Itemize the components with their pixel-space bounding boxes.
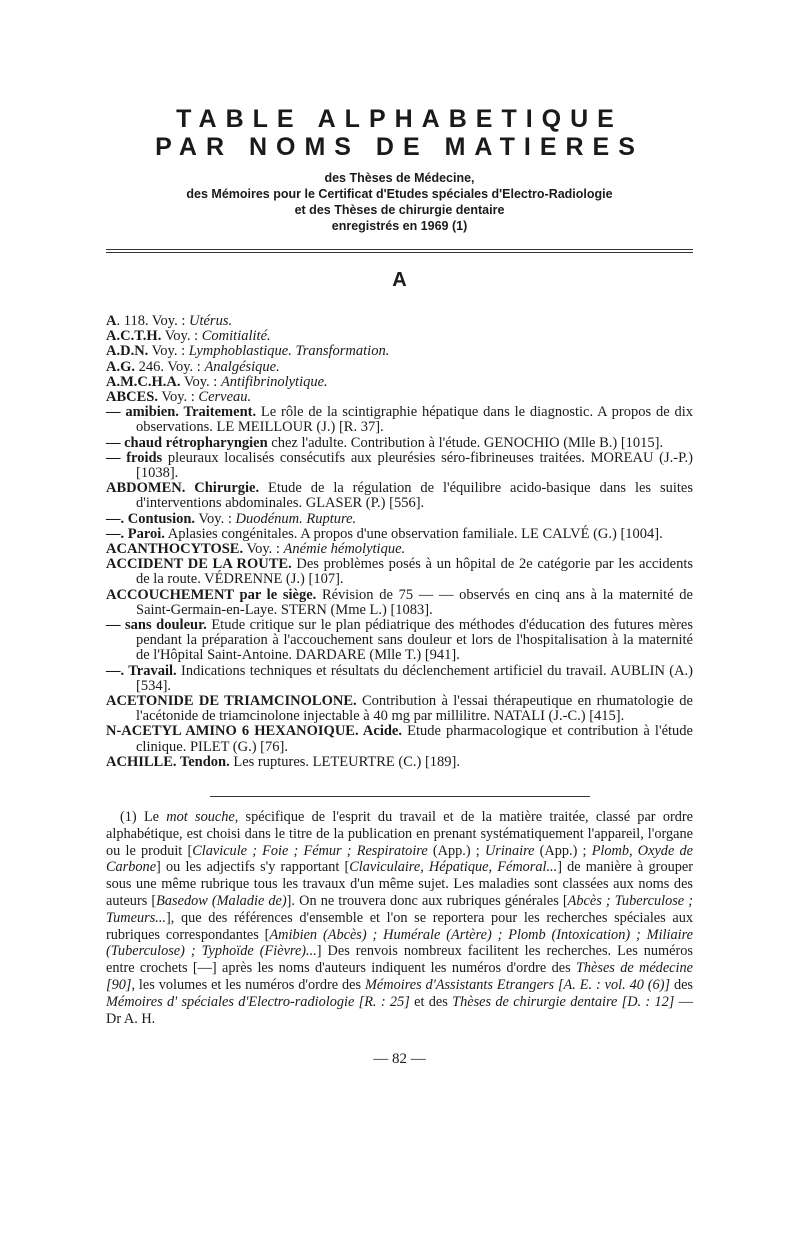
- entry-heading: — amibien. Traitement.: [106, 404, 257, 421]
- index-entry: [106, 542, 693, 557]
- subtitle-line2: des Mémoires pour le Certificat d'Etudes spéciales d'Electro-Radiologie: [186, 187, 613, 201]
- page: [106, 0, 693, 1068]
- footnote-italic-segment: Abcès ; Tuberculose ; Tumeurs...: [106, 893, 694, 926]
- index-entry: [106, 481, 693, 511]
- entry-text: pleuraux localisés consécutifs aux pleurésies séro-fibrineuses traitées. MOREAU (J.-P.) [1038].: [136, 449, 693, 482]
- footnote-italic-segment: Amibien (Abcès) ; Humérale (Artère) ; Plomb (Intoxication) ; Miliaire (Tuberculose) ; Typhoïde (Fièvre)...: [106, 926, 693, 960]
- footnote-segment: et des: [409, 993, 453, 1010]
- entry-reference: Analgésique.: [204, 358, 280, 375]
- entry-text: Contribution à l'essai thérapeutique en rhumatologie de l'acétonide de triamcinolone injectable à 40 mg par millilitre. NATALI (J.-C.) [415].: [136, 693, 693, 725]
- page-title-line1: TABLE ALPHABETIQUE: [176, 105, 623, 133]
- footnote-segment: — Dr A. H.: [106, 993, 693, 1027]
- footnote-italic-segment: Clavicule ; Foie ; Fémur ; Respiratoire: [192, 842, 428, 859]
- entry-reference: Comitialité.: [201, 328, 271, 345]
- subtitle-line3: et des Thèses de chirurgie dentaire: [294, 203, 505, 217]
- index-entry: [106, 375, 693, 390]
- entry-text: Des problèmes posés à un hôpital de 2e catégorie par les accidents de la route. VÉDRENNE (J.) [107].: [136, 556, 693, 588]
- entry-heading: ACCOUCHEMENT par le siège.: [106, 586, 317, 603]
- entry-reference: Cerveau.: [198, 389, 252, 406]
- entry-reference: Anémie hémolytique.: [283, 541, 406, 558]
- entry-text: Etude critique sur le plan pédiatrique des méthodes d'éducation des futures mères pendant la préparation à l'accouchement sans douleur et lors de l'hospitalisation à la maternité de l'Hôpital Saint-Antoine. DARDARE (Mlle T.) [941].: [136, 617, 693, 664]
- entry-text: Voy. :: [195, 510, 236, 527]
- index-entry: [106, 588, 693, 618]
- footnote-italic-segment: Mémoires d' spéciales d'Electro-radiologie [R. : 25]: [106, 993, 410, 1010]
- entry-text: Le rôle de la scintigraphie hépatique dans le diagnostic. A propos de dix observations. LE MEILLOUR (J.) [R. 37].: [136, 404, 693, 436]
- entry-heading: — chaud rétropharyngien: [106, 434, 268, 451]
- index-entry: [106, 405, 693, 435]
- entry-text: Voy. :: [148, 343, 189, 360]
- footnote-italic-segment: Basedow (Maladie de): [156, 893, 287, 910]
- footnote-segment: ], que des références d'ensemble et l'on se reportera pour les recherches spéciales aux rubriques correspondantes [: [106, 909, 693, 943]
- footnote-italic-segment: Mémoires d'Assistants Etrangers [A. E. : vol. 40 (6)]: [365, 977, 671, 994]
- index-entry: [106, 344, 693, 359]
- entry-heading: ABCES.: [106, 389, 158, 406]
- subtitle-line4: enregistrés en 1969 (1): [331, 219, 468, 233]
- index-entry: [106, 451, 693, 481]
- footnote-segment: ] de manière à grouper sous une même rubrique tous les travaux d'un même sujet. Les maladies sont classées aux noms des auteurs [: [106, 859, 693, 910]
- index-entry: [106, 360, 693, 375]
- entry-text: Les ruptures. LETEURTRE (C.) [189].: [229, 753, 460, 770]
- entry-heading: A.C.T.H.: [106, 328, 162, 345]
- footnote-segment: ] Des renvois nombreux facilitent les recherches. Les numéros entre crochets [—] après les noms d'auteurs indiquent les numéros d'ordre des: [106, 943, 693, 977]
- footnote-italic-segment: Claviculaire, Hépatique, Fémoral...: [349, 859, 558, 876]
- entry-text: Voy. :: [161, 328, 202, 345]
- index-entry: [106, 390, 693, 405]
- entry-heading: ABDOMEN. Chirurgie.: [106, 480, 260, 497]
- footnote-italic-segment: Urinaire: [484, 842, 535, 859]
- section-letter: A: [392, 269, 407, 291]
- entry-heading: —. Contusion.: [106, 510, 196, 527]
- entry-text: Indications techniques et résultats du déclenchement artificiel du travail. AUBLIN (A.) [534].: [136, 662, 694, 694]
- entry-text: Révision de 75 — — observés en cinq ans à la maternité de Saint-Germain-en-Laye. STERN (Mme L.) [1083].: [136, 586, 693, 618]
- footnote-separator: [210, 796, 590, 797]
- entry-text: Aplasies congénitales. A propos d'une observation familiale. LE CALVÉ (G.) [1004].: [164, 525, 663, 542]
- index-entry: [106, 755, 693, 770]
- entry-heading: A.D.N.: [106, 343, 149, 360]
- entry-heading: ACETONIDE DE TRIAMCINOLONE.: [106, 693, 357, 710]
- footnote-segment: (App.) ;: [427, 842, 485, 859]
- index-entries: [106, 314, 693, 770]
- index-entry: [106, 512, 693, 527]
- entry-text: chez l'adulte. Contribution à l'étude. GENOCHIO (Mlle B.) [1015].: [267, 434, 664, 451]
- entry-text: Voy. :: [180, 373, 221, 390]
- entry-heading: —. Travail.: [106, 662, 177, 679]
- entry-text: 246. Voy. :: [135, 358, 205, 375]
- entry-text: Voy. :: [243, 541, 284, 558]
- footnote-segment: ]. On ne trouvera donc aux rubriques générales [: [286, 893, 568, 910]
- index-entry: [106, 694, 693, 724]
- entry-text: Etude de la régulation de l'équilibre acido-basique dans les suites d'interventions abdominales. GLASER (P.) [556].: [136, 480, 693, 512]
- entry-text: . 118. Voy. :: [116, 313, 189, 329]
- index-entry: [106, 314, 693, 329]
- subtitle-line1: des Thèses de Médecine,: [324, 171, 475, 185]
- index-entry: [106, 557, 693, 587]
- entry-text: Etude pharmacologique et contribution à l'étude clinique. PILET (G.) [76].: [136, 723, 693, 755]
- entry-reference: Antifibrinolytique.: [220, 373, 328, 390]
- footnote: [106, 809, 693, 1027]
- entry-heading: — sans douleur.: [106, 617, 207, 634]
- entry-reference: Duodénum. Rupture.: [235, 510, 357, 527]
- entry-heading: — froids: [106, 449, 163, 466]
- entry-heading: N-ACETYL AMINO 6 HEXANOIQUE. Acide.: [106, 723, 402, 740]
- index-entry: [106, 724, 693, 754]
- footnote-italic-segment: Thèses de médecine [90]: [106, 960, 693, 994]
- entry-heading: A.M.C.H.A.: [106, 373, 181, 390]
- entry-text: Voy. :: [157, 389, 199, 406]
- index-entry: [106, 618, 693, 664]
- page-number: — 82 —: [373, 1051, 426, 1068]
- entry-heading: ACANTHOCYTOSE.: [106, 541, 244, 558]
- footnote-segment: , spécifique de l'esprit du travail et de la matière traitée, classé par ordre alphabétique, est choisi dans le titre de la publication en prenant systématiquement l'appareil, l'organe ou le produit [: [106, 809, 693, 859]
- entry-heading: ACCIDENT DE LA ROUTE.: [106, 556, 292, 573]
- entry-heading: —. Paroi.: [106, 525, 165, 542]
- footnote-segment: des: [670, 977, 693, 994]
- entry-reference: Lymphoblastique. Transformation.: [188, 343, 390, 360]
- index-entry: [106, 664, 693, 694]
- index-entry: [106, 329, 693, 344]
- footnote-italic-segment: Thèses de chirurgie dentaire [D. : 12]: [452, 993, 675, 1010]
- footnote-segment: (1) Le: [120, 809, 167, 826]
- index-entry: [106, 436, 693, 451]
- footnote-italic-segment: Plomb, Oxyde de Carbone: [106, 842, 693, 876]
- index-entry: [106, 527, 693, 542]
- footnote-italic-segment: mot souche: [166, 809, 235, 826]
- footnote-segment: (App.) ;: [534, 842, 592, 859]
- double-rule-divider: [106, 249, 693, 253]
- entry-heading: ACHILLE. Tendon.: [106, 753, 230, 770]
- entry-reference: Utérus.: [189, 313, 233, 329]
- entry-heading: A.G.: [106, 358, 135, 375]
- page-title-line2: PAR NOMS DE MATIERES: [155, 133, 644, 161]
- footnote-segment: ] ou les adjectifs s'y rapportant [: [156, 859, 350, 876]
- footnote-segment: , les volumes et les numéros d'ordre des: [131, 977, 365, 994]
- entry-heading: A: [106, 313, 117, 329]
